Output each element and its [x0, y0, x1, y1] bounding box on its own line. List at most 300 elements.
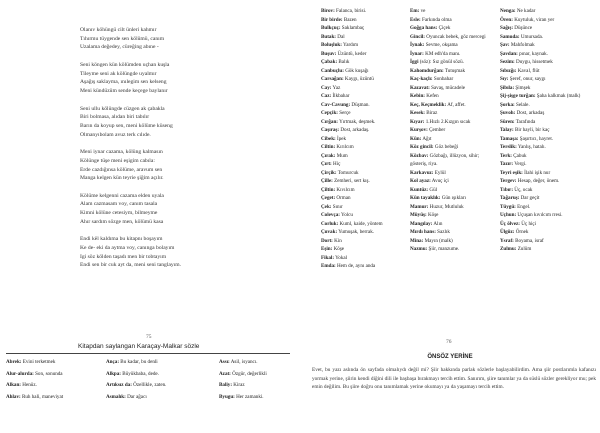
glossary-term: Canbuçlu: [321, 67, 344, 74]
glossary-term: Kurşov: [410, 127, 428, 133]
glossary-term: Uçhun: [500, 212, 517, 218]
glossary-term: Asmalık: [106, 393, 126, 400]
glossary-term: Kaç-kaçlı: [410, 76, 433, 82]
glossary-entry [321, 41, 409, 50]
poem-line: Biri bolmasa, alıdan biri tabılır [80, 114, 150, 121]
glossary-definition: Alın [432, 220, 443, 227]
glossary-term: Çek: [321, 203, 332, 210]
glossary-entry [321, 33, 409, 42]
glossary-definition: Bir hayli, bir kaç [513, 127, 550, 133]
glossary-entry [321, 50, 409, 59]
glossary-entry [410, 118, 496, 127]
glossary-entry [410, 186, 496, 195]
glossary-definition: Yardım [341, 42, 359, 48]
glossary-definition: Dar geçit [519, 195, 540, 201]
glossary-term: Tergev: [500, 178, 517, 184]
glossary-entry [321, 203, 409, 212]
glossary-term: Sıbızğı: [500, 67, 517, 74]
poem-line: Uzalama değedey, cüreğing abıne - [80, 44, 159, 51]
glossary-entry [321, 135, 409, 144]
glossary-entry [410, 109, 496, 118]
poem-line: Tileyme seni ak kölüngde uyalmır [80, 70, 157, 77]
glossary-term: Sıy: [500, 76, 509, 82]
glossary-entry [410, 211, 496, 220]
glossary-entry [321, 84, 409, 93]
glossary-term: Kün: [410, 135, 422, 142]
glossary-definition: Savaş, mücadele [429, 84, 466, 91]
glossary-term: Buşuv: [321, 50, 337, 57]
glossary-definition: Düşünce [513, 25, 533, 31]
glossary-definition: Kuml, kaide, yöntem [338, 220, 383, 227]
glossary-definition: Henüz. [21, 382, 37, 389]
glossary-entry [500, 169, 588, 178]
glossary-entry [410, 24, 496, 33]
glossary-definition: Gül [428, 186, 438, 193]
glossary-entry [321, 58, 409, 67]
glossary-definition: (söz): Sız gönül sözü. [418, 59, 464, 65]
glossary-term: Keç, Keçmeklik: [410, 101, 447, 108]
glossary-definition: Sevme, okşama [424, 42, 458, 48]
glossary-entry [321, 16, 409, 25]
glossary-entry [410, 237, 496, 246]
glossary-entry [410, 126, 496, 135]
glossary-definition: pınar, kaynak. [517, 50, 548, 57]
glossary-definition: Farkında olma [420, 16, 452, 23]
glossary-term: Ysraf: [500, 237, 514, 244]
glossary-term: Em: [410, 8, 420, 14]
glossary-definition: Düşman. [350, 101, 370, 108]
glossary-definition: Evini terketmek [21, 359, 56, 365]
glossary-entry [500, 33, 588, 42]
glossary-term: Mangılay: [410, 220, 433, 227]
glossary-definition: Boyama, israf [513, 237, 544, 244]
glossary-entry [410, 16, 496, 25]
glossary-term: Ören: [500, 16, 513, 23]
glossary-term: İggi [410, 59, 419, 65]
glossary-entry [321, 101, 409, 110]
glossary-definition: Tomurcuk [336, 169, 359, 176]
glossary-definition: Zemheri, sert kış. [332, 178, 370, 184]
dictionary-title: Kitapdan saylangan Karaçay-Malkar sözle [6, 343, 290, 354]
poem-line: Barın da koyup sen, meni kölüme küseng [80, 122, 173, 129]
glossary-entry [6, 357, 63, 369]
glossary-entry [500, 143, 588, 152]
glossary-entry [321, 67, 409, 76]
glossary-definition: Ağıt [421, 135, 432, 142]
glossary-entry [410, 67, 496, 76]
glossary-entry [410, 169, 496, 178]
glossary-entry [500, 41, 588, 50]
glossary-term: Müyüş: [410, 212, 427, 218]
glossary-term: Cepçik: [321, 110, 338, 116]
glossary-term: Kebin: [410, 93, 426, 99]
glossary-entry [500, 194, 588, 203]
glossary-term: Çuvak: [321, 229, 338, 235]
glossary-entry [500, 245, 588, 254]
glossary-definition: Huzur, Mutluluk [428, 203, 464, 210]
glossary-entry [500, 135, 588, 144]
glossary-entry [219, 392, 267, 404]
glossary-entry [500, 109, 588, 118]
glossary-entry [500, 50, 588, 59]
glossary-term: Artıksız da: [106, 382, 132, 389]
preface-title: ÖNSÖZ YERİNE [427, 354, 473, 360]
glossary-definition: Serçe [337, 110, 351, 116]
glossary-definition: Orman [335, 195, 351, 201]
glossary-definition: Selale. [514, 101, 530, 108]
glossary-term: Mırdı hans: [410, 229, 436, 235]
glossary-term: Baliy: [219, 382, 233, 389]
glossary-term: Samuda: [500, 33, 520, 40]
glossary-entry [410, 75, 496, 84]
glossary-definition: Saklambaç [340, 25, 365, 31]
glossary-term: Corluk: [321, 220, 339, 227]
glossary-term: Çırak: [321, 152, 336, 159]
poem-line: Seni ullu kölüngde cüzgen ak çabakla [80, 105, 165, 112]
glossary-entry [321, 92, 409, 101]
glossary-term: Carsağan: [321, 76, 344, 82]
glossary-term: İynak: [410, 42, 425, 48]
glossary-term: Talay: [500, 127, 514, 133]
glossary-definition: Özgür, değerlikli [230, 370, 267, 377]
glossary-term: Ança: [106, 359, 120, 365]
poem-line: Igi söz kölden taşadı men bir tobtayım [80, 253, 167, 260]
glossary-term: Sağış: [500, 25, 514, 31]
glossary-term: Şavdan: [500, 50, 518, 57]
glossary-definition: Umursada. [519, 33, 544, 40]
poem-stanza [80, 192, 280, 227]
glossary-entry [410, 58, 496, 67]
glossary-entry [500, 7, 588, 16]
glossary-entry [500, 16, 588, 25]
glossary-definition: Yaz [331, 84, 341, 91]
poem-line: Kölünge tüşe meni eşigim cabıla: [80, 157, 155, 164]
glossary-entry [410, 228, 496, 237]
glossary-definition: Ruh hali, maneviyat [20, 393, 64, 400]
glossary-definition: Şaha kalkmak (malk) [535, 93, 581, 99]
glossary-definition: Göz bebeği [433, 144, 459, 150]
glossary-definition: Şaşırtıcı, hayret. [518, 135, 554, 142]
glossary-entry [500, 186, 588, 195]
glossary-term: Karkavuz: [410, 169, 434, 176]
glossary-term: Azat: [219, 370, 231, 377]
glossary-term: Teyri eşik: [500, 169, 523, 176]
poem-line: Endi kël kaldıma bu kitapnı boşayım [80, 236, 163, 243]
glossary-definition: İlkbahar [331, 93, 350, 99]
glossary-term: Ülgüz: [500, 229, 515, 235]
glossary-definition: Gözbağı, illüzyon, sihir; gösteriş, riya. [410, 152, 480, 167]
glossary-term: Şibıla: [500, 84, 515, 91]
glossary-entry [219, 357, 267, 369]
glossary-term: Zulmu: [500, 246, 517, 252]
glossary-entry [321, 262, 409, 271]
glossary-term: Dort: [321, 237, 333, 244]
page-number-right: 76 [446, 339, 452, 345]
glossary-term: Tüygü: [500, 203, 516, 210]
glossary-definition: Örnek [514, 229, 529, 235]
glossary-term: Çille: [321, 178, 333, 184]
glossary-term: Közbav: [410, 152, 429, 159]
glossary-entry [410, 203, 496, 212]
glossary-definition: 1.Hızlı 2.Kızgın sıcak [424, 118, 471, 125]
poem-stanza [80, 26, 280, 52]
glossary-entry [500, 92, 588, 101]
glossary-definition: Mum [335, 152, 348, 159]
glossary-entry [500, 177, 588, 186]
glossary-term: Boluşluk: [321, 42, 342, 48]
glossary-entry [321, 237, 409, 246]
glossary-column [410, 7, 496, 254]
poem-line: Manga kelgen kün teyrie şiğim açılır. [80, 175, 164, 182]
glossary-definition: Bazen [342, 16, 357, 23]
glossary-term: Bulkçuç: [321, 25, 341, 31]
glossary-definition: Balık [337, 59, 350, 65]
glossary-entry [321, 245, 409, 254]
glossary-term: Tamaşa: [500, 135, 519, 142]
poem-line: Ke de- eki da aytma voy, canınga bolayım [80, 245, 175, 252]
glossary-term: Emda: [321, 263, 336, 269]
glossary-entry [410, 84, 496, 93]
glossary-entry [410, 143, 496, 152]
glossary-definition: Oyuncak bebek, göz mercegi [425, 33, 486, 40]
glossary-definition: Kırılcım [335, 144, 354, 150]
poem-line: Meni kündüzüm sende keçege baylanır [80, 88, 168, 95]
glossary-entry [106, 357, 166, 369]
glossary-entry [321, 186, 409, 195]
glossary-term: Çeget: [321, 195, 336, 201]
glossary-definition: Üzüntü, keder [336, 50, 367, 57]
preface-text: Evet, bu yazı aslında ön sayfada olmalıydı değil mi? Şiir hakkında parlak sözlerle başlayabilirdim. Ama şiir postlarımla kafanızı yormak yerine, şiirin kendi diğini dili ile başbaşa bırakmayı tercih ettim. Sanırım, şiire tanımlar ya da süslü sözler gerekliyor mu; pek emin değilim. Bu şiire doğru onu tanımlamak yerine okumayı ya da yaşamayı tercih ettim. [312, 367, 596, 390]
poem-line: Kölüme kelgenni cazama elden uyala [80, 192, 164, 199]
glossary-term: Tazır: [500, 161, 514, 167]
glossary-term: Terk: [500, 152, 512, 159]
glossary-term: Sezim: [500, 59, 515, 65]
glossary-definition: Yokal [334, 254, 348, 261]
glossary-definition: Duygu, hissetmek [514, 59, 553, 65]
glossary-definition: Uçuşan kıvılcım rresi. [516, 212, 563, 218]
glossary-definition: Bu kadar, bu denli [119, 359, 158, 365]
glossary-term: Çabak: [321, 59, 338, 65]
glossary-definition: Engel. [515, 203, 531, 210]
glossary-entry [500, 75, 588, 84]
glossary-entry [500, 84, 588, 93]
glossary-definition: Kaval, flüt [516, 67, 540, 74]
glossary-column [106, 357, 166, 403]
glossary-term: Cırğan: [321, 118, 338, 125]
glossary-term: Alkpa: [106, 370, 122, 377]
glossary-term: Bir birde: [321, 16, 343, 23]
poem-line: Olmanyıbolam avuz terk cılıde. [80, 131, 151, 138]
glossary-definition: Kaygı, üzüntü [343, 76, 374, 82]
glossary-definition: Dost, arkadaş [515, 110, 545, 116]
glossary-term: Birov: [321, 8, 335, 14]
glossary-definition: Falanca, birisi. [334, 8, 367, 14]
glossary-term: Assı: [219, 359, 230, 365]
poem-line: Tıhırmu tüygende sen kölümü, canım [80, 35, 165, 42]
glossary-entry [321, 220, 409, 229]
glossary-entry [410, 92, 496, 101]
glossary-definition: Büyükbaba, dede. [121, 370, 159, 377]
glossary-definition: Dal [336, 33, 345, 40]
glossary-term: Cav-Cavung: [321, 101, 351, 108]
glossary-entry [106, 380, 166, 392]
poem-stanza [80, 235, 280, 270]
glossary-term: Fikal: [321, 254, 335, 261]
glossary-term: Mina: [410, 237, 424, 244]
glossary-term: Goğga hans: [410, 25, 438, 31]
glossary-entry [500, 24, 588, 33]
glossary-definition: Af, affet. [446, 101, 466, 108]
glossary-term: Mamur: [410, 203, 429, 210]
glossary-term: Kahomdurğan: [410, 67, 444, 74]
glossary-definition: ve [419, 8, 426, 14]
glossary-entry [410, 245, 496, 254]
glossary-term: Ahlav: [6, 393, 21, 400]
glossary-definition: Hiç [331, 161, 341, 167]
glossary-entry [321, 24, 409, 33]
glossary-definition: Sazlık [435, 229, 450, 235]
glossary-definition: Tutuşmak [443, 67, 466, 74]
glossary-entry [321, 254, 409, 263]
glossary-term: Colevça: [321, 212, 340, 218]
glossary-definition: Şimşek [514, 84, 531, 91]
glossary-term: Çiltin: [321, 186, 336, 193]
glossary-column [321, 7, 409, 271]
glossary-entry [321, 194, 409, 203]
glossary-term: Gincil: [410, 33, 425, 40]
glossary-term: Caz: [321, 93, 332, 99]
glossary-definition: Her zamanki. [234, 393, 264, 400]
glossary-term: Süren: [500, 118, 515, 125]
glossary-entry [321, 152, 409, 161]
glossary-definition: Çiçek [437, 25, 451, 31]
glossary-entry [410, 152, 496, 169]
glossary-entry [500, 126, 588, 135]
glossary-definition: Avuç içi [430, 178, 449, 184]
glossary-entry [106, 369, 166, 381]
glossary-definition: Tarafında [514, 118, 536, 125]
glossary-term: Ciltin: [321, 144, 336, 150]
glossary-entry [6, 369, 63, 381]
glossary-definition: Şeref, onur, saygı [508, 76, 546, 82]
glossary-term: Abrek: [6, 359, 22, 365]
glossary-definition: Sınır [331, 203, 343, 210]
glossary-term: Butak: [321, 33, 337, 40]
poem-line: Endi sen bir cuk ayt da, meni seni tanglayım. [80, 262, 181, 269]
glossary-definition: Son, sonunda [33, 370, 63, 377]
glossary-column [500, 7, 588, 254]
glossary-entry [6, 380, 63, 392]
glossary-definition: Kiraz [232, 382, 245, 389]
glossary-definition: Şiir, manzume. [427, 246, 460, 252]
poem-stanza [80, 61, 280, 96]
glossary-term: Kuntüz: [410, 186, 429, 193]
glossary-definition: Kefen [425, 93, 439, 99]
glossary-definition: İpek [335, 135, 347, 142]
glossary-entry [321, 160, 409, 169]
glossary-term: Çirçik: [321, 169, 337, 176]
glossary-term: Esle: [410, 16, 421, 23]
glossary-definition: Kin [332, 237, 342, 244]
glossary-entry [410, 50, 496, 59]
glossary-definition: Yanlış, hatalı. [516, 144, 546, 150]
poem-line: Olanıv köhüngü cilt ünleri kahmır [80, 27, 157, 33]
glossary-definition: Gök kuşağı [343, 67, 369, 74]
glossary-term: Byugu: [219, 393, 235, 400]
poem-stanza [80, 148, 280, 183]
glossary-definition: Dar ağacı [125, 393, 147, 400]
glossary-entry [410, 33, 496, 42]
glossary-entry [500, 211, 588, 220]
glossary-term: Tıbır: [500, 186, 514, 193]
poem-line: Ahır sardım sözge men, kölümü kasa [80, 218, 164, 225]
poem-line: Meni iynar cazama, kölüng kalmasın [80, 149, 163, 156]
poem-line: Erde cazdığınsa kölüme, aravum sen [80, 166, 163, 173]
glossary-term: Terslik: [500, 144, 517, 150]
glossary-term: Tağaruş: [500, 195, 520, 201]
glossary-term: Kün tayaklık: [410, 195, 441, 201]
glossary-entry [500, 118, 588, 127]
glossary-entry [321, 211, 409, 220]
glossary-term: Kol ayaz: [410, 178, 431, 184]
glossary-definition: Yolcu [339, 212, 353, 218]
glossary-definition: Kıvılcım [335, 186, 355, 193]
glossary-term: Nazmu: [410, 246, 428, 252]
glossary-entry [410, 135, 496, 144]
glossary-entry [410, 194, 496, 203]
poem-line: Alam cazmasam voy, canım tasala [80, 201, 158, 208]
glossary-entry [219, 380, 267, 392]
glossary-entry [500, 152, 588, 161]
glossary-definition: Ne kadar [515, 8, 536, 14]
glossary-column [219, 357, 267, 403]
glossary-term: Çırt: [321, 161, 332, 167]
glossary-entry [6, 392, 63, 404]
glossary-entry [106, 392, 166, 404]
glossary-definition: Zulüm [516, 246, 532, 252]
glossary-term: Cay: [321, 84, 332, 91]
glossary-definition: Hem de, aynı anda [335, 263, 376, 269]
glossary-entry [321, 228, 409, 237]
glossary-entry [500, 237, 588, 246]
glossary-term: Caşıraş: [321, 127, 340, 133]
poem-line: Seni köngen kün kölümden uçhan kuşla [80, 61, 170, 68]
glossary-entry [410, 220, 496, 229]
glossary-definition: İlahi işik nur [522, 169, 551, 176]
glossary-definition: Köşe [426, 212, 439, 218]
glossary-entry [321, 75, 409, 84]
glossary-entry [500, 160, 588, 169]
glossary-definition: Çabuk [511, 152, 527, 159]
glossary-term: Şorka: [500, 101, 515, 108]
glossary-term: Kıyar: [410, 118, 425, 125]
glossary-entry [500, 203, 588, 212]
glossary-term: Kazavat: [410, 84, 430, 91]
glossary-term: İynar: [410, 50, 424, 57]
glossary-definition: Üç, ocak [513, 186, 533, 193]
poem-stanza [80, 105, 280, 140]
glossary-entry [321, 109, 409, 118]
glossary-definition: Üç hiçi [519, 220, 537, 227]
page-number: 75 [146, 334, 152, 340]
glossary-entry [321, 177, 409, 186]
glossary-entry [500, 228, 588, 237]
glossary-term: Şav: [500, 42, 510, 48]
glossary-definition: KM edh'da manı. [423, 50, 461, 57]
glossary-definition: Hesap, değer, önem. [516, 178, 560, 184]
glossary-definition: Yırtmak, deşmek. [337, 118, 376, 125]
glossary-term: Alur-alurda: [6, 370, 34, 377]
